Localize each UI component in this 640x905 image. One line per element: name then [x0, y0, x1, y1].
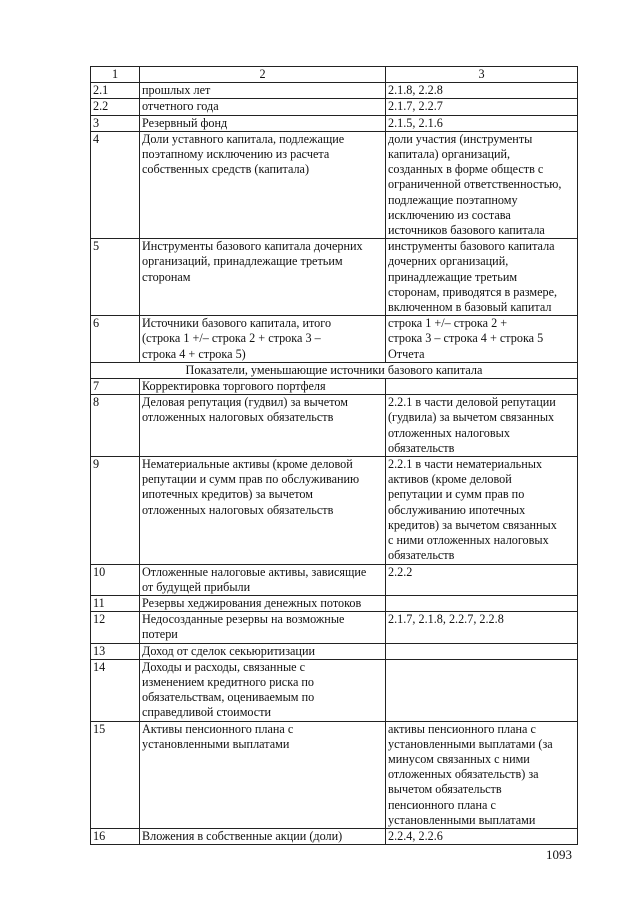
- row-indicator: Вложения в собственные акции (доли): [140, 828, 386, 844]
- row-number: 4: [91, 131, 140, 238]
- row-number: 12: [91, 612, 140, 643]
- section-row: [91, 362, 578, 378]
- table-row: [91, 316, 578, 363]
- table-row: [91, 239, 578, 316]
- row-indicator: Отложенные налоговые активы, зависящие от будущей прибыли: [140, 564, 386, 595]
- row-indicator: Инструменты базового капитала дочерних организаций, принадлежащие третьим сторонам: [140, 239, 386, 316]
- page-number: 1093: [546, 847, 572, 862]
- row-indicator: Недосозданные резервы на возможные потери: [140, 612, 386, 643]
- row-indicator: Активы пенсионного плана с установленными выплатами: [140, 721, 386, 828]
- row-number: 14: [91, 659, 140, 721]
- row-indicator: Доходы и расходы, связанные с изменением кредитного риска по обязательствам, оцениваемым по справедливой стоимости: [140, 659, 386, 721]
- row-indicator: Нематериальные активы (кроме деловой репутации и сумм прав по обслуживанию ипотечных кредитов) за вычетом отложенных налоговых обязательств: [140, 457, 386, 564]
- row-source: 2.1.7, 2.1.8, 2.2.7, 2.2.8: [386, 612, 578, 643]
- table-row: [91, 99, 578, 115]
- row-indicator: отчетного года: [140, 99, 386, 115]
- section-title: Показатели, уменьшающие источники базового капитала: [91, 362, 578, 378]
- row-indicator: прошлых лет: [140, 83, 386, 99]
- row-indicator: Доход от сделок секьюритизации: [140, 643, 386, 659]
- row-source: [386, 643, 578, 659]
- row-number: 13: [91, 643, 140, 659]
- row-number: 5: [91, 239, 140, 316]
- row-source: активы пенсионного плана с установленными выплатами (за минусом связанных с ними отложенных обязательств) за вычетом обязательств пенсионного плана с установленными выплатами: [386, 721, 578, 828]
- row-number: 16: [91, 828, 140, 844]
- column-header-2: 2: [140, 67, 386, 83]
- table-row: [91, 83, 578, 99]
- row-number: 3: [91, 115, 140, 131]
- row-source: 2.2.4, 2.2.6: [386, 828, 578, 844]
- column-header-3: 3: [386, 67, 578, 83]
- row-indicator: Резервы хеджирования денежных потоков: [140, 595, 386, 611]
- row-source: 2.2.1 в части деловой репутации (гудвила) за вычетом связанных отложенных налоговых обязательств: [386, 395, 578, 457]
- row-number: 9: [91, 457, 140, 564]
- row-number: 2.2: [91, 99, 140, 115]
- row-source: 2.1.7, 2.2.7: [386, 99, 578, 115]
- table-row: [91, 115, 578, 131]
- row-indicator: Корректировка торгового портфеля: [140, 379, 386, 395]
- row-number: 2.1: [91, 83, 140, 99]
- row-source: 2.1.8, 2.2.8: [386, 83, 578, 99]
- row-number: 6: [91, 316, 140, 363]
- table-row: [91, 395, 578, 457]
- row-number: 10: [91, 564, 140, 595]
- row-source: [386, 659, 578, 721]
- table-row: [91, 659, 578, 721]
- capital-table: [90, 66, 578, 845]
- column-header-1: 1: [91, 67, 140, 83]
- table-row: [91, 643, 578, 659]
- row-source: 2.1.5, 2.1.6: [386, 115, 578, 131]
- row-source: строка 1 +/– строка 2 + строка 3 – строка 4 + строка 5 Отчета: [386, 316, 578, 363]
- row-indicator: Резервный фонд: [140, 115, 386, 131]
- row-number: 15: [91, 721, 140, 828]
- table-row: [91, 721, 578, 828]
- table-row: [91, 564, 578, 595]
- table-row: [91, 131, 578, 238]
- row-indicator: Деловая репутация (гудвил) за вычетом отложенных налоговых обязательств: [140, 395, 386, 457]
- row-number: 7: [91, 379, 140, 395]
- row-source: [386, 379, 578, 395]
- row-source: инструменты базового капитала дочерних организаций, принадлежащие третьим сторонам, приводятся в размере, включенном в базовый капитал: [386, 239, 578, 316]
- row-number: 11: [91, 595, 140, 611]
- table-header-row: [91, 67, 578, 83]
- row-source: [386, 595, 578, 611]
- table-row: [91, 595, 578, 611]
- row-indicator: Доли уставного капитала, подлежащие поэтапному исключению из расчета собственных средств (капитала): [140, 131, 386, 238]
- row-number: 8: [91, 395, 140, 457]
- table-row: [91, 828, 578, 844]
- row-source: 2.2.2: [386, 564, 578, 595]
- row-indicator: Источники базового капитала, итого (строка 1 +/– строка 2 + строка 3 – строка 4 + строка 5): [140, 316, 386, 363]
- row-source: доли участия (инструменты капитала) организаций, созданных в форме обществ с ограниченной ответственностью, подлежащие поэтапному исключению из состава источников базового капитала: [386, 131, 578, 238]
- table-row: [91, 457, 578, 564]
- table-row: [91, 612, 578, 643]
- table-row: [91, 379, 578, 395]
- row-source: 2.2.1 в части нематериальных активов (кроме деловой репутации и сумм прав по обслуживанию ипотечных кредитов) за вычетом связанных с ними отложенных налоговых обязательств: [386, 457, 578, 564]
